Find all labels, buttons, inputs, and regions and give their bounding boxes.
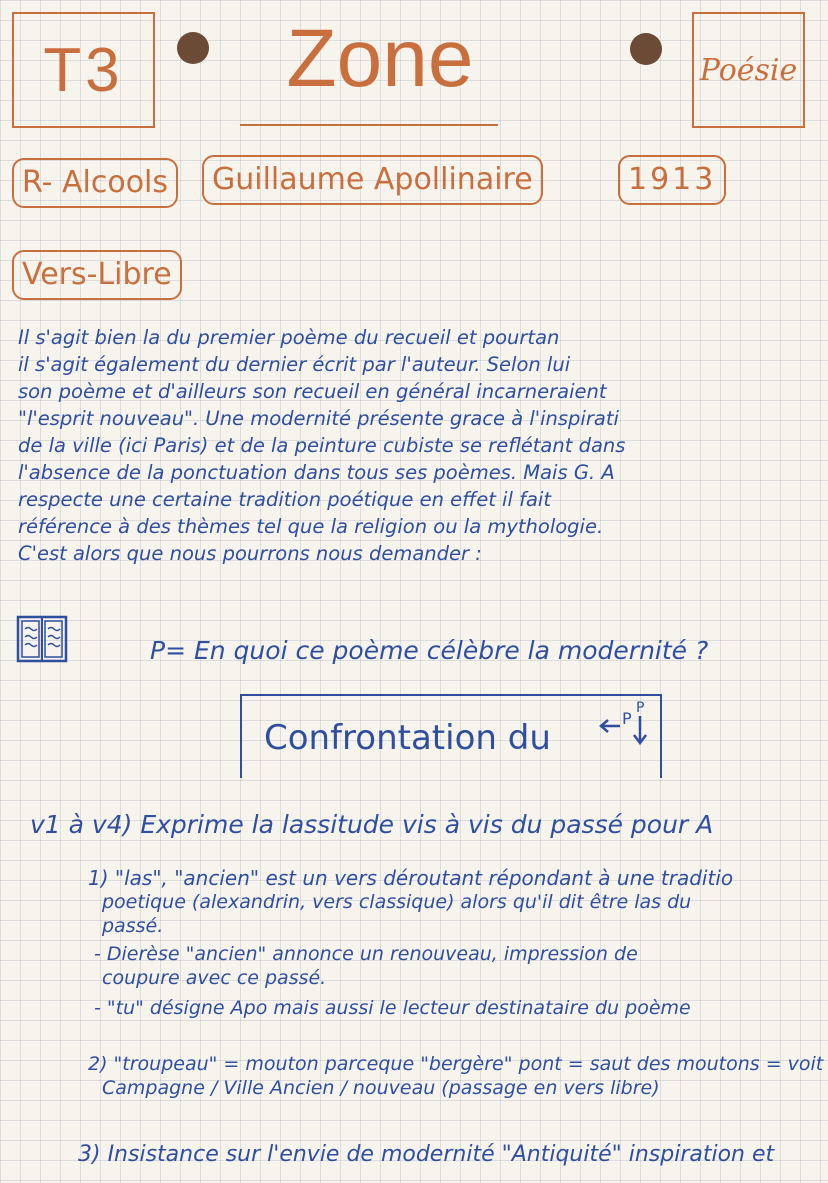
- intro-line: l'absence de la ponctuation dans tous ses poèmes. Mais G. A: [18, 461, 615, 484]
- intro-line: respecte une certaine tradition poétique en effet il fait: [18, 488, 551, 511]
- form-tag: Vers-Libre: [12, 250, 182, 300]
- year-tag: 1913: [618, 155, 726, 205]
- intro-line: de la ville (ici Paris) et de la peinture cubiste se reflétant dans: [18, 434, 626, 457]
- confrontation-label: Confrontation du: [264, 718, 551, 758]
- genre-label: Poésie: [692, 12, 805, 128]
- analysis-line: passé.: [102, 915, 164, 937]
- analysis-point-1: [88, 866, 733, 1020]
- author-tag: Guillaume Apollinaire: [202, 155, 543, 205]
- intro-line: son poème et d'ailleurs son recueil en général incarneraient: [18, 380, 607, 403]
- intro-line: "l'esprit nouveau". Une modernité présente grace à l'inspirati: [18, 407, 619, 430]
- recueil-tag: R- Alcools: [12, 158, 178, 208]
- analysis-line: coupure avec ce passé.: [102, 967, 327, 989]
- intro-line: C'est alors que nous pourrons nous demander :: [18, 542, 482, 565]
- bullet-dot-left: [177, 32, 209, 64]
- topic-code: T3: [12, 12, 155, 128]
- bullet-dot-right: [630, 33, 662, 65]
- section-heading: v1 à v4) Exprime la lassitude vis à vis du passé pour A: [30, 810, 714, 839]
- analysis-line: - Dierèse "ancien" annonce un renouveau, impression de: [94, 943, 638, 965]
- introduction-paragraph: [18, 324, 826, 567]
- analysis-point-3: 3) Insistance sur l'envie de modernité "Antiquité" inspiration et: [78, 1142, 775, 1167]
- confrontation-arrows-icon: [598, 700, 656, 746]
- analysis-line: poetique (alexandrin, vers classique) alors qu'il dit être las du: [102, 891, 692, 913]
- intro-line: Il s'agit bien la du premier poème du recueil et pourtan: [18, 326, 560, 349]
- confrontation-p1: P: [622, 709, 632, 728]
- analysis-line: Campagne / Ville Ancien / nouveau (passage en vers libre): [102, 1077, 660, 1099]
- analysis-point-2: [88, 1052, 823, 1100]
- intro-line: il s'agit également du dernier écrit par l'auteur. Selon lui: [18, 353, 571, 376]
- analysis-line: - "tu" désigne Apo mais aussi le lecteur destinataire du poème: [94, 997, 691, 1019]
- page-title: Zone: [286, 13, 474, 104]
- problematique: P= En quoi ce poème célèbre la modernité ?: [150, 636, 709, 665]
- open-book-icon: [16, 614, 68, 664]
- title-underline: [240, 124, 498, 126]
- analysis-line: 1) "las", "ancien" est un vers déroutant répondant à une traditio: [88, 866, 734, 890]
- intro-line: référence à des thèmes tel que la religion ou la mythologie.: [18, 515, 604, 538]
- analysis-line: 2) "troupeau" = mouton parceque "bergère" pont = saut des moutons = voit: [88, 1053, 824, 1075]
- confrontation-p2: P: [636, 700, 645, 716]
